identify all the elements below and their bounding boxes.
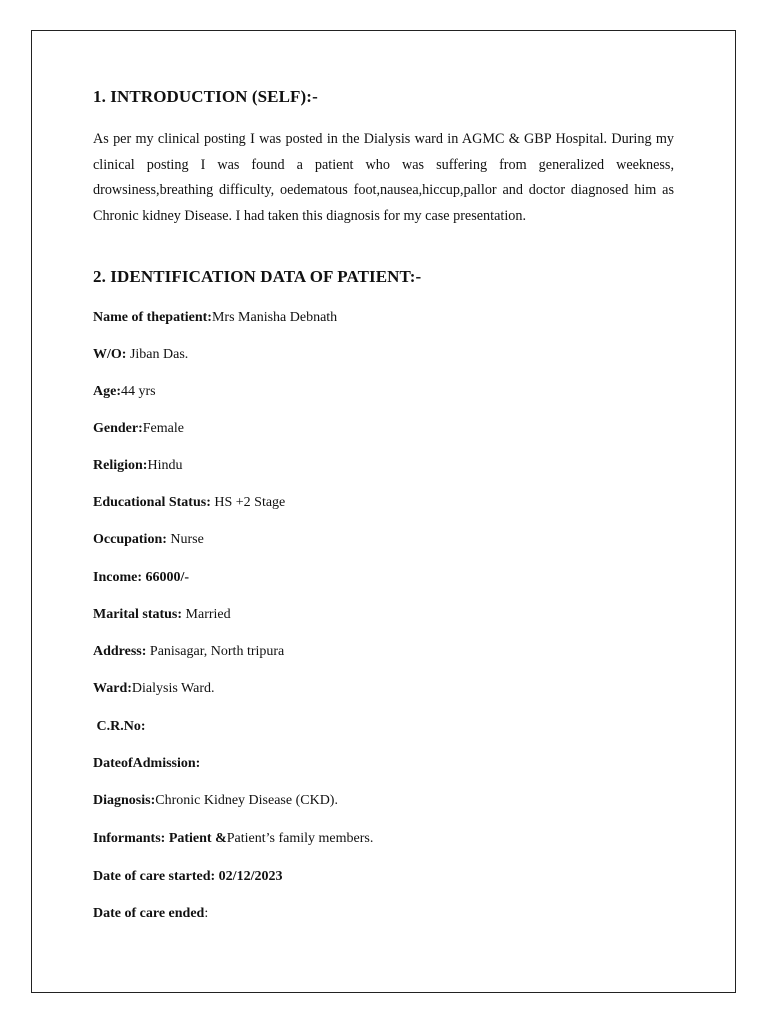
field-gender — [93, 420, 184, 438]
field-value: HS +2 Stage — [210, 495, 286, 510]
field-label: Date of care ended — [93, 906, 205, 921]
introduction-heading: 1. INTRODUCTION (SELF):- — [93, 87, 318, 106]
field-religion — [93, 457, 182, 475]
field-value: Female — [142, 421, 184, 436]
field-address — [93, 643, 284, 661]
field-label: W/O: — [93, 347, 127, 362]
field-label: DateofAdmission: — [93, 756, 201, 771]
field-age — [93, 383, 156, 401]
field-label: Occupation: — [93, 532, 167, 547]
field-value: Married — [182, 607, 231, 622]
field-ward — [93, 680, 215, 698]
field-occupation — [93, 531, 204, 549]
field-label: Address: — [93, 644, 147, 659]
identification-heading: 2. IDENTIFICATION DATA OF PATIENT:- — [93, 267, 422, 286]
field-label: Informants: Patient & — [93, 831, 227, 846]
field-label: Age: — [93, 384, 121, 399]
field-educational-status — [93, 494, 285, 512]
field-label: Date of care started: 02/12/2023 — [93, 869, 283, 884]
field-patient-name — [93, 309, 337, 327]
field-cr-no — [93, 718, 146, 736]
field-label: Marital status: — [93, 607, 183, 622]
field-value: : — [204, 906, 209, 921]
field-label: Income: 66000/- — [93, 570, 190, 585]
field-label: Educational Status: — [93, 495, 211, 510]
field-value: Patient’s family members. — [226, 831, 374, 846]
field-value: 44 yrs — [121, 384, 156, 399]
field-value: Nurse — [166, 532, 204, 547]
introduction-paragraph: As per my clinical posting I was posted in the Dialysis ward in AGMC & GBP Hospital. During my clinical posting I was found a patient who was suffering from generalized weekness, drowsiness,breathing difficulty, oedematous foot,nausea,hiccup,pallor and doctor diagnosed him as Chronic kidney Disease. I had taken this diagnosis for my case presentation. — [93, 131, 674, 224]
field-value: Chronic Kidney Disease (CKD). — [155, 793, 338, 808]
field-value: Dialysis Ward. — [131, 681, 215, 696]
field-marital-status — [93, 606, 231, 624]
field-label: Ward: — [93, 681, 132, 696]
field-income — [93, 569, 189, 587]
field-label: C.R.No: — [93, 719, 146, 734]
field-date-of-admission — [93, 755, 200, 773]
field-label: Religion: — [93, 458, 148, 473]
field-diagnosis — [93, 792, 338, 810]
field-informants — [93, 830, 373, 848]
field-date-care-started — [93, 868, 282, 886]
field-label: Name of thepatient: — [93, 310, 212, 325]
field-value: Panisagar, North tripura — [146, 644, 285, 659]
field-wife-of — [93, 346, 188, 364]
field-value: Jiban Das. — [126, 347, 189, 362]
field-date-care-ended — [93, 905, 208, 923]
field-label: Gender: — [93, 421, 143, 436]
field-value: Hindu — [147, 458, 183, 473]
field-value: Mrs Manisha Debnath — [211, 310, 338, 325]
field-label: Diagnosis: — [93, 793, 156, 808]
